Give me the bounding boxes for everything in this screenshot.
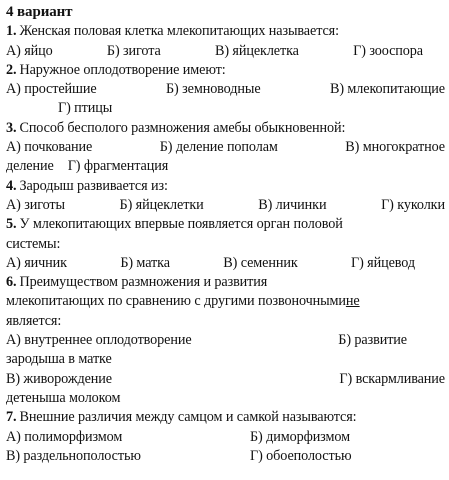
question-2 [6, 61, 445, 80]
question-2-options [6, 80, 445, 99]
question-text: Женская половая клетка млекопитающих называется: [19, 23, 339, 40]
option-d: Г) вскармливание [339, 370, 445, 387]
option-b: Б) матка [120, 254, 170, 271]
question-6-options [6, 331, 445, 350]
question-number: 4. [6, 177, 17, 194]
option-c: В) живорождение [6, 370, 112, 387]
question-number: 5. [6, 216, 17, 233]
question-7-options [6, 428, 445, 447]
option-d: Г) птицы [58, 100, 113, 117]
option-d: Г) яйцевод [351, 254, 415, 271]
question-number: 6. [6, 274, 17, 291]
option-d: Г) обоеполостью [250, 447, 352, 464]
question-6-text-cont [6, 292, 445, 311]
option-b: Б) зигота [106, 42, 161, 59]
option-d-cont: детенышa молоком [6, 389, 121, 406]
option-a: А) яйцо [6, 42, 53, 59]
option-c: В) личинки [258, 196, 327, 213]
question-text: Зародыш развивается из: [19, 177, 168, 194]
option-c: В) раздельнополостью [6, 447, 141, 464]
option-b-cont: зародыша в матке [6, 351, 112, 368]
question-number: 1. [6, 23, 17, 40]
question-5-text-cont [6, 235, 445, 254]
option-c: В) многократное [345, 139, 445, 156]
question-number: 2. [6, 61, 17, 78]
question-1-options [6, 42, 445, 61]
option-a: А) внутреннее оплодотворение [6, 332, 192, 349]
question-text-cont: системы: [6, 235, 61, 252]
question-number: 7. [6, 409, 17, 426]
option-b: Б) развитие [338, 332, 407, 349]
question-6-options-cont [6, 350, 445, 369]
question-5-options [6, 254, 445, 273]
question-text-cont: млекопитающих по сравнению с другими позвоночными [6, 293, 346, 310]
variant-title: 4 вариант [6, 4, 73, 20]
question-3-options-cont [6, 157, 445, 176]
option-b: Б) диморфизмом [250, 428, 350, 445]
option-a: А) зиготы [6, 196, 65, 213]
question-6-options-2 [6, 370, 445, 389]
question-6 [6, 273, 445, 292]
question-7-options-2 [6, 447, 445, 466]
underlined-negation: не [345, 293, 360, 310]
option-d: Г) зооспора [353, 42, 423, 59]
question-text: У млекопитающих впервые появляется орган половой [19, 216, 343, 233]
option-a: А) яичник [6, 254, 67, 271]
question-4 [6, 177, 445, 196]
question-text-cont: является: [6, 312, 62, 329]
question-2-options-cont [6, 99, 445, 118]
question-text: Наружное оплодотворение имеют: [19, 61, 226, 78]
question-6-text-cont2 [6, 312, 445, 331]
option-b: Б) яйцеклетки [119, 196, 204, 213]
question-7 [6, 408, 445, 427]
option-a: А) простейшие [6, 81, 97, 98]
question-3 [6, 119, 445, 138]
question-6-options-cont2 [6, 389, 445, 408]
question-text: Способ бесполого размножения амебы обыкновенной: [19, 119, 346, 136]
option-b: Б) земноводные [166, 81, 261, 98]
option-c-cont: деление [6, 158, 54, 175]
option-d: Г) куколки [381, 196, 445, 213]
question-text: Внешние различия между самцом и самкой называются: [19, 409, 357, 426]
question-text: Преимуществом размножения и развития [19, 274, 268, 291]
question-5 [6, 215, 445, 234]
option-a: А) полиморфизмом [6, 428, 123, 445]
question-number: 3. [6, 119, 17, 136]
option-c: В) семенник [223, 254, 298, 271]
option-b: Б) деление пополам [159, 139, 278, 156]
option-d: Г) фрагментация [67, 158, 169, 175]
question-4-options [6, 196, 445, 215]
option-c: В) яйцеклетка [214, 42, 299, 59]
option-a: А) почкование [6, 139, 93, 156]
question-1 [6, 22, 445, 41]
option-c: В) млекопитающие [329, 81, 445, 98]
question-3-options [6, 138, 445, 157]
